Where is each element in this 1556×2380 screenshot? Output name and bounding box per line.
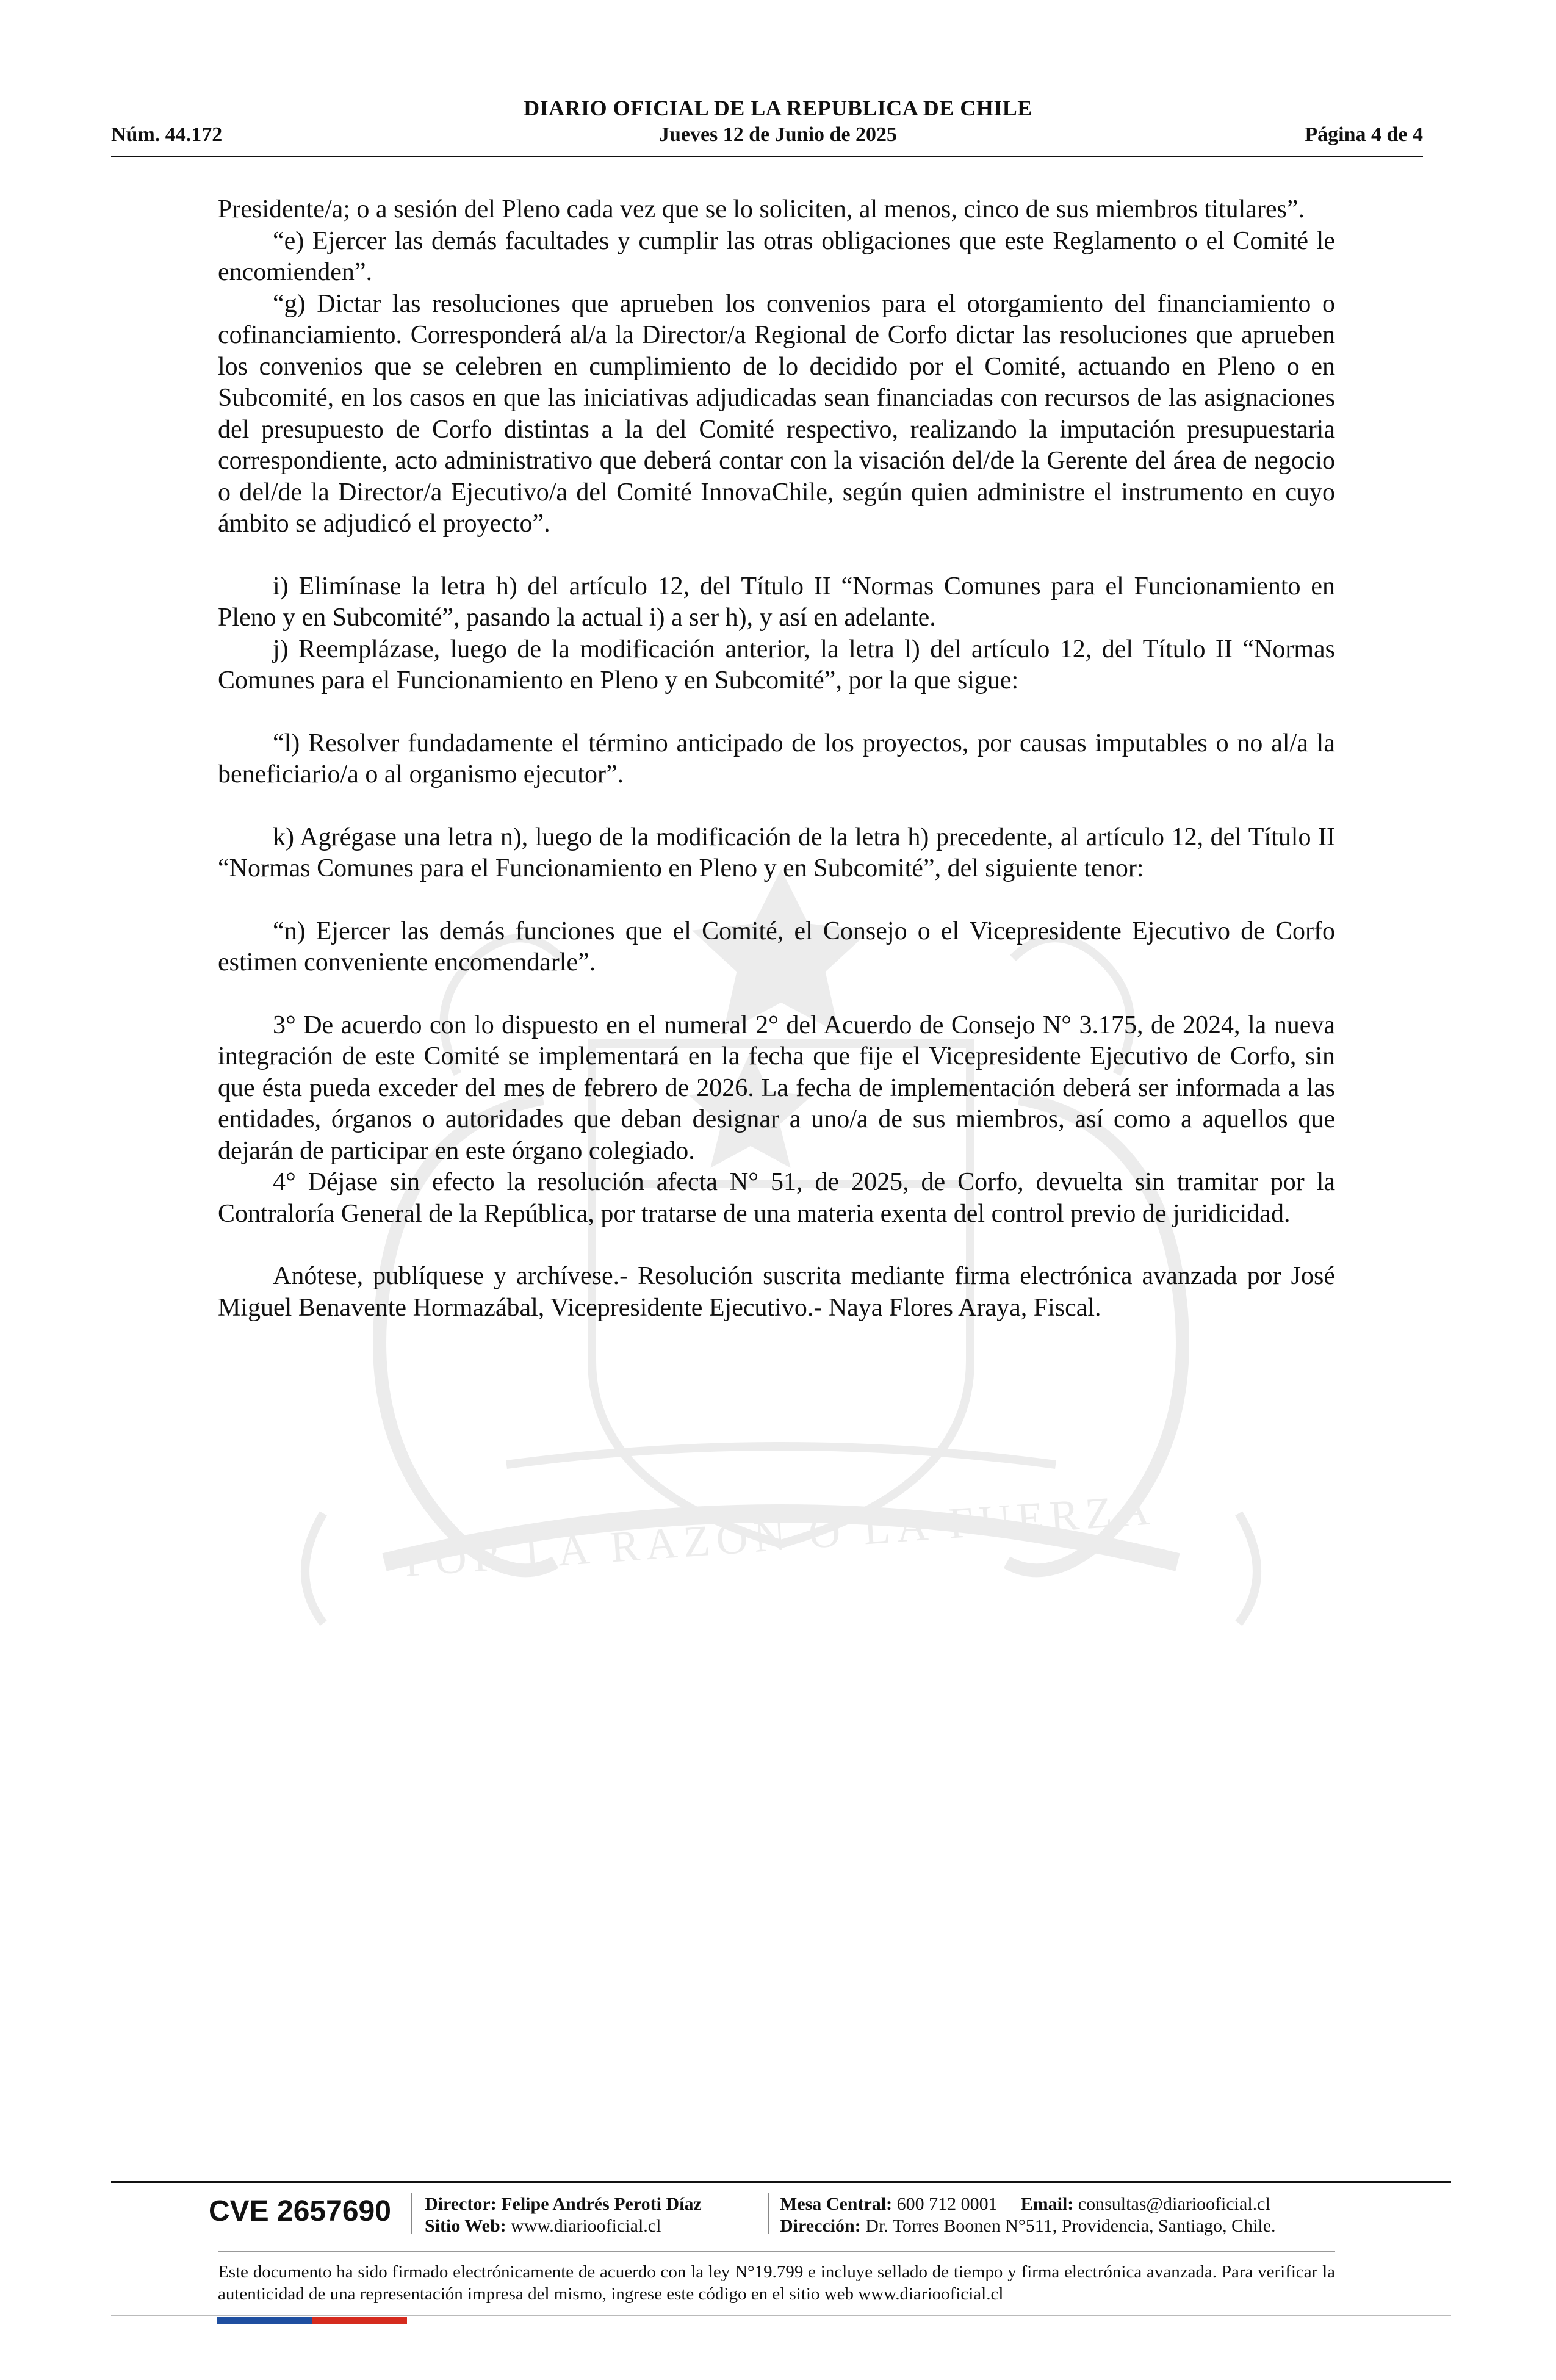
flag-segment — [359, 2317, 407, 2324]
paragraph: “g) Dictar las resoluciones que aprueben los convenios para el otorgamiento del financiamiento o cofinanciamiento. Corresponderá al/a la Director/a Regional de Corfo dictar las resoluciones que aprueben los convenios que se celebren en cumplimiento de lo decidido por el Comité, actuando en Pleno o en Subcomité, en los casos en que las iniciativas adjudicadas sean financiadas con recursos de las asignaciones del presupuesto de Corfo distintas a la del Comité respectivo, realizando la imputación presupuestaria correspondiente, acto administrativo que deberá contar con la visación del/de la Gerente del área de negocio o del/de la Director/a Ejecutivo/a del Comité InnovaChile, según quien administre el instrumento en cuyo ámbito se adjudicó el proyecto”. — [218, 289, 1335, 538]
paragraph: Anótese, publíquese y archívese.- Resolución suscrita mediante firma electrónica avanzada por José Miguel Benavente Hormazábal, Vicepresidente Ejecutivo.- Naya Flores Araya, Fiscal. — [218, 1262, 1335, 1322]
footer-divider-bottom — [111, 2315, 1451, 2316]
paragraph: “l) Resolver fundadamente el término anticipado de los proyectos, por causas imputables o no al/a la beneficiario/a o al organismo ejecutor”. — [218, 729, 1335, 788]
paragraph: “e) Ejercer las demás facultades y cumplir las otras obligaciones que este Reglamento o el Comité le encomienden”. — [218, 226, 1335, 286]
paragraph: “n) Ejercer las demás funciones que el Comité, el Consejo o el Vicepresidente Ejecutivo de Corfo estimen conveniente encomendarle”. — [218, 917, 1335, 976]
footer-divider-top — [111, 2181, 1451, 2183]
address-label: Dirección: — [780, 2216, 861, 2236]
director-label: Director: — [425, 2194, 497, 2214]
page-indicator: Página 4 de 4 — [1305, 123, 1423, 146]
watermark-motto: POR LA RAZON O LA FUERZA — [402, 1485, 1158, 1587]
email-label: Email: — [1020, 2194, 1074, 2214]
flag-segment — [264, 2317, 312, 2324]
paragraph: j) Reemplázase, luego de la modificación anterior, la letra l) del artículo 12, del Título II “Normas Comunes para el Funcionamiento en Pleno y en Subcomité”, por la que sigue: — [218, 635, 1335, 694]
footer-divider-mid — [218, 2251, 1335, 2252]
footer-director-block — [425, 2193, 702, 2237]
signature-disclaimer: Este documento ha sido firmado electrónicamente de acuerdo con la ley N°19.799 e incluye sellado de tiempo y firma electrónica avanzada. Para verificar la autenticidad de una representación impresa del mismo, ingrese este código en el sitio web www.diariooficial.cl — [218, 2262, 1335, 2304]
footer-separator — [768, 2193, 769, 2234]
website-label: Sitio Web: — [425, 2216, 506, 2236]
website-link[interactable]: www.diariooficial.cl — [511, 2216, 661, 2236]
director-name: Felipe Andrés Peroti Díaz — [501, 2194, 702, 2214]
phone-number: 600 712 0001 — [896, 2194, 998, 2214]
footer-contact-block — [780, 2193, 1276, 2237]
header-divider — [111, 156, 1423, 157]
paragraph: 4° Déjase sin efecto la resolución afecta N° 51, de 2025, de Corfo, devuelta sin tramitar por la Contraloría General de la República, por tratarse de una materia exenta del control previo de juridicidad. — [218, 1168, 1335, 1228]
issue-number: Núm. 44.172 — [111, 123, 223, 146]
paragraph: 3° De acuerdo con lo dispuesto en el numeral 2° del Acuerdo de Consejo N° 3.175, de 2024, la nueva integración de este Comité se implementará en la fecha que fije el Vicepresidente Ejecutivo de Corfo, sin que ésta pueda exceder del mes de febrero de 2026. La fecha de implementación deberá ser informada a las entidades, órganos o autoridades que deban designar a uno/a de sus miembros, así como a aquellos que dejarán de participar en este órgano colegiado. — [218, 1011, 1335, 1165]
paragraph: Presidente/a; o a sesión del Pleno cada vez que se lo soliciten, al menos, cinco de sus miembros titulares”. — [218, 195, 1305, 223]
flag-color-bar — [217, 2317, 407, 2324]
paragraph: k) Agrégase una letra n), luego de la modificación de la letra h) precedente, al artículo 12, del Título II “Normas Comunes para el Funcionamiento en Pleno y en Subcomité”, del siguiente tenor: — [218, 823, 1335, 882]
address-value: Dr. Torres Boonen N°511, Providencia, Santiago, Chile. — [865, 2216, 1276, 2236]
cve-code: CVE 2657690 — [209, 2195, 391, 2227]
issue-date: Jueves 12 de Junio de 2025 — [658, 123, 898, 146]
paragraph: i) Elimínase la letra h) del artículo 12, del Título II “Normas Comunes para el Funcionamiento en Pleno y en Subcomité”, pasando la actual i) a ser h), y así en adelante. — [218, 572, 1335, 632]
flag-segment — [217, 2317, 264, 2324]
flag-segment — [312, 2317, 359, 2324]
footer-separator — [411, 2193, 412, 2234]
document-body — [218, 194, 1335, 1324]
newspaper-title: DIARIO OFICIAL DE LA REPUBLICA DE CHILE — [524, 96, 1032, 120]
email-link[interactable]: consultas@diariooficial.cl — [1078, 2194, 1270, 2214]
mesa-label: Mesa Central: — [780, 2194, 893, 2214]
